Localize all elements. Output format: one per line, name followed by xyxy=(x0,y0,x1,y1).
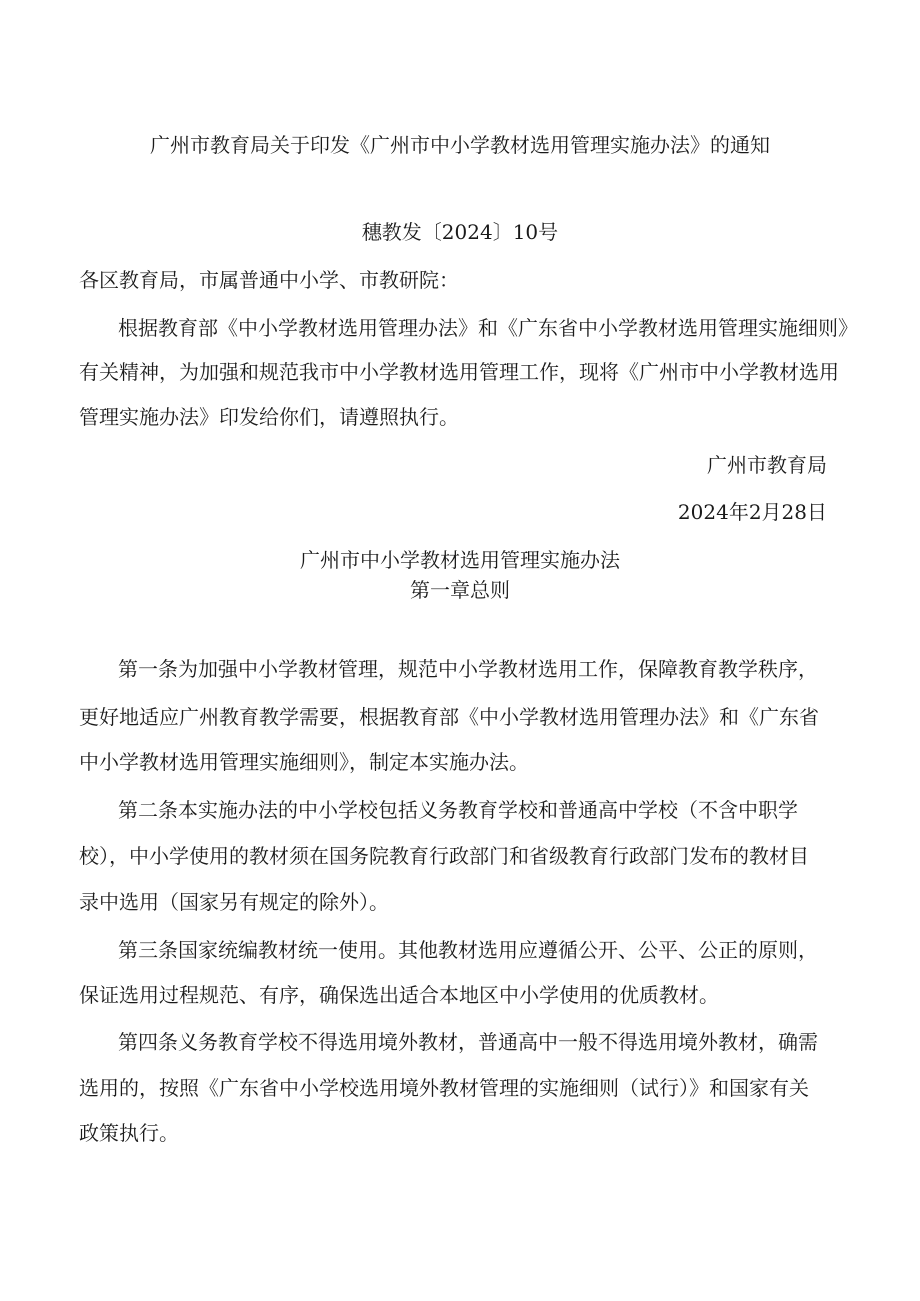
article-1-line: 更好地适应广州教育教学需要，根据教育部《中小学教材选用管理办法》和《广东省 xyxy=(79,705,819,729)
article-2-line: 录中选用（国家另有规定的除外）。 xyxy=(79,890,389,914)
article-2-line: 校），中小学使用的教材须在国务院教育行政部门和省级教育行政部门发布的教材目 xyxy=(79,844,809,868)
article-3-line: 保证选用过程规范、有序，确保选出适合本地区中小学使用的优质教材。 xyxy=(79,983,719,1007)
issue-date: 2024年2月28日 xyxy=(677,500,827,524)
measures-title: 广州市中小学教材选用管理实施办法 xyxy=(300,548,620,572)
intro-line: 管理实施办法》印发给你们，请遵照执行。 xyxy=(79,405,459,429)
article-2-line: 第二条本实施办法的中小学校包括义务教育学校和普通高中学校（不含中职学 xyxy=(118,798,798,822)
article-1-line: 第一条为加强中小学教材管理，规范中小学教材选用工作，保障教育教学秩序， xyxy=(118,657,818,681)
chapter-title: 第一章总则 xyxy=(410,578,510,602)
issuer-signature: 广州市教育局 xyxy=(707,453,827,477)
addressee-line: 各区教育局，市属普通中小学、市教研院： xyxy=(79,268,459,292)
notice-title: 广州市教育局关于印发《广州市中小学教材选用管理实施办法》的通知 xyxy=(150,133,770,157)
intro-line: 根据教育部《中小学教材选用管理办法》和《广东省中小学教材选用管理实施细则》 xyxy=(118,316,858,340)
intro-line: 有关精神，为加强和规范我市中小学教材选用管理工作，现将《广州市中小学教材选用 xyxy=(79,360,839,384)
article-4-line: 选用的，按照《广东省中小学校选用境外教材管理的实施细则（试行）》和国家有关 xyxy=(79,1076,809,1100)
article-1-line: 中小学教材选用管理实施细则》，制定本实施办法。 xyxy=(79,750,529,774)
article-3-line: 第三条国家统编教材统一使用。其他教材选用应遵循公开、公平、公正的原则， xyxy=(118,938,818,962)
article-4-line: 第四条义务教育学校不得选用境外教材，普通高中一般不得选用境外教材，确需 xyxy=(118,1030,818,1054)
article-4-line: 政策执行。 xyxy=(79,1121,179,1145)
document-number: 穗教发〔2024〕10号 xyxy=(361,220,559,244)
